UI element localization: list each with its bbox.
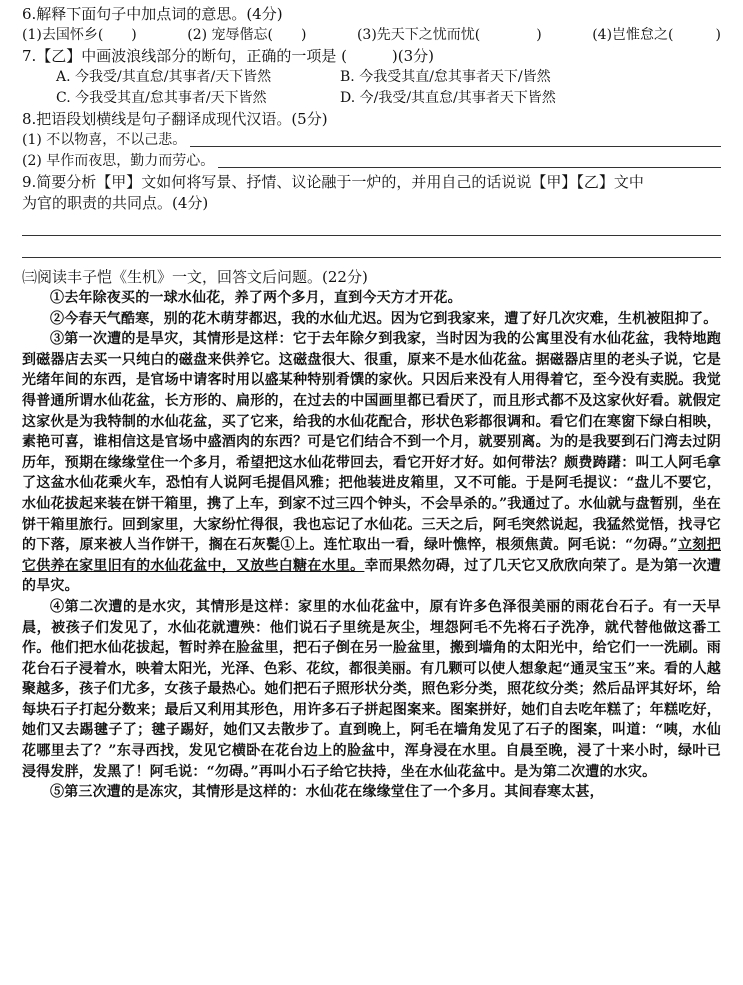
q7-option-c: C. 今我受其直/怠其事者/天下皆然	[56, 90, 267, 106]
q6-item-3: (3)先天下之忧而忧( )	[356, 27, 542, 43]
q6-item-1: (1)去国怀乡( )	[22, 27, 137, 43]
paragraph-3-part-a: ③第一次遭的是旱灾，其情形是这样：它于去年除夕到我家，当时因为我的公寓里没有水仙花盆，我特地跑到磁器店去买一只纯白的磁盘来供养它。这磁盘很大、很重，原来不是水仙花盆。据磁器店里的老头子说，它是光绪年间的东西，是官场中请客时用以盛某种特别肴馔的家伙。只因后来没有人用得着它，至今没有卖脱。我觉得普通所谓水仙花盆，长方形的、扁形的，在过去的中国画里都已看厌了，而且形式都不及这家伙好看。就假定这家伙是为我特制的水仙花盆，买了它来，给我的水仙花配合，形状色彩都很调和。看它们在寒窗下绿白相映，素艳可喜，谁相信这是官场中盛酒肉的东西？可是它们结合不到一个月，就要别离。为的是我要到石门湾去过阴历年，预期在缘缘堂住一个多月，希望把这水仙花带回去，看它开好才好。如何带法？颇费踌躇：叫工人阿毛拿了这盆水仙花乘火车，恐怕有人说阿毛提倡风雅；把他装进皮箱里，又不可能。于是阿毛提议：“盘儿不要它，水仙花拔起来装在饼干箱里，携了上车，到家不过三四个钟头，不会旱杀的。”我通过了。水仙就与盘暂别，坐在饼干箱里旅行。回到家里，大家纷忙得很，我也忘记了水仙花。三天之后，阿毛突然说起，我猛然觉悟，找寻它的下落，原来被人当作饼干，搁在石灰甏①上。连忙取出一看，绿叶憔悴，根须焦黄。阿毛说：“勿碍。”	[22, 331, 721, 554]
answer-line[interactable]	[22, 214, 721, 236]
q7-option-a: A. 今我受/其直怠/其事者/天下皆然	[56, 69, 272, 85]
paragraph-3-part-b: 幸而果然勿碍，过了几天它又欣欣向荣了。是为第一次遭的旱灾。	[22, 557, 721, 595]
q6-item-2: (2) 宠辱偕忘( )	[187, 27, 307, 43]
paragraph-2: ②今春天气酷寒，别的花木萌芽都迟，我的水仙尤迟。因为它到我家来，遭了好几次灾难，生机被阻抑了。	[50, 310, 718, 327]
paragraph-3-underlined-sentence: 立刻把它供养在家里旧有的水仙花盆中，又放些白糖在水里。	[22, 537, 721, 574]
q8-item-1-row	[22, 130, 721, 151]
answer-line[interactable]	[22, 236, 721, 258]
paragraph-1: ①去年除夜买的一球水仙花，养了两个多月，直到今天方才开花。	[50, 290, 462, 306]
question-6-items	[22, 25, 721, 46]
paragraph-4: ④第二次遭的是水灾，其情形是这样：家里的水仙花盆中，原有许多色泽很美丽的雨花台石子。有一天早晨，被孩子们发见了，水仙花就遭殃：他们说石子里统是灰尘，埋怨阿毛不先将石子洗净，就代替他做这番工作。他们把水仙花拔起，暂时养在脸盆里，把石子倒在另一脸盆里，搬到墙角的太阳光中，给它们一一洗刷。雨花台石子浸着水，映着太阳光，光泽、色彩、花纹，都很美丽。有几颗可以使人想象起“通灵宝玉”来。看的人越聚越多，孩子们尤多，女孩子最热心。她们把石子照形状分类，照色彩分类，照花纹分类；然后品评其好坏，给每块石子打起分数来；最后又利用其形色，用许多石子拼起图案来。图案拼好，她们自去吃年糕了；年糕吃好，她们又去踢毽子了；毽子踢好，她们又去散步了。直到晚上，阿毛在墙角发见了石子的图案，叫道：“咦，水仙花哪里去了？”东寻西找，发见它横卧在花台边上的脸盆中，浑身浸在水里。自晨至晚，浸了十来小时，绿叶已浸得发胖，发黑了！阿毛说：“勿碍。”再叫小石子给它扶持，坐在水仙花盆中。是为第二次遭的水灾。	[22, 598, 721, 780]
q8-item-2-row	[22, 151, 721, 172]
question-6-title: 6.解释下面句子中加点词的意思。(4分)	[22, 5, 283, 23]
section-title: ㈢阅读丰子恺《生机》一文，回答文后问题。(22分)	[22, 268, 368, 286]
q8-item-2: (2) 早作而夜思，勤力而劳心。	[22, 153, 215, 169]
question-8-title: 8.把语段划横线是句子翻译成现代汉语。(5分)	[22, 110, 328, 128]
q6-item-4: (4)岂惟怠之( )	[592, 27, 721, 43]
question-9-line-2: 为官的职责的共同点。(4分)	[22, 194, 209, 212]
paragraph-5: ⑤第三次遭的是冻灾，其情形是这样的：水仙花在缘缘堂住了一个多月。其间春寒太甚，	[50, 784, 604, 801]
q7-options-row-1	[22, 67, 721, 88]
answer-line[interactable]	[190, 146, 721, 147]
q7-option-d: D. 今/我受/其直怠/其事者天下皆然	[340, 90, 556, 106]
answer-line[interactable]	[218, 167, 721, 168]
q8-item-1: (1) 不以物喜，不以己悲。	[22, 132, 187, 148]
question-9-line-1: 9.简要分析【甲】文如何将写景、抒情、议论融于一炉的，并用自己的话说说【甲】【乙】文中	[22, 173, 644, 191]
q7-options-row-2	[22, 88, 721, 109]
question-7-title: 7.【乙】中画波浪线部分的断句，正确的一项是 ( )(3分)	[22, 47, 435, 65]
q7-option-b: B. 今我受其直/怠其事者天下/皆然	[340, 69, 551, 85]
paragraph-3	[22, 329, 721, 597]
